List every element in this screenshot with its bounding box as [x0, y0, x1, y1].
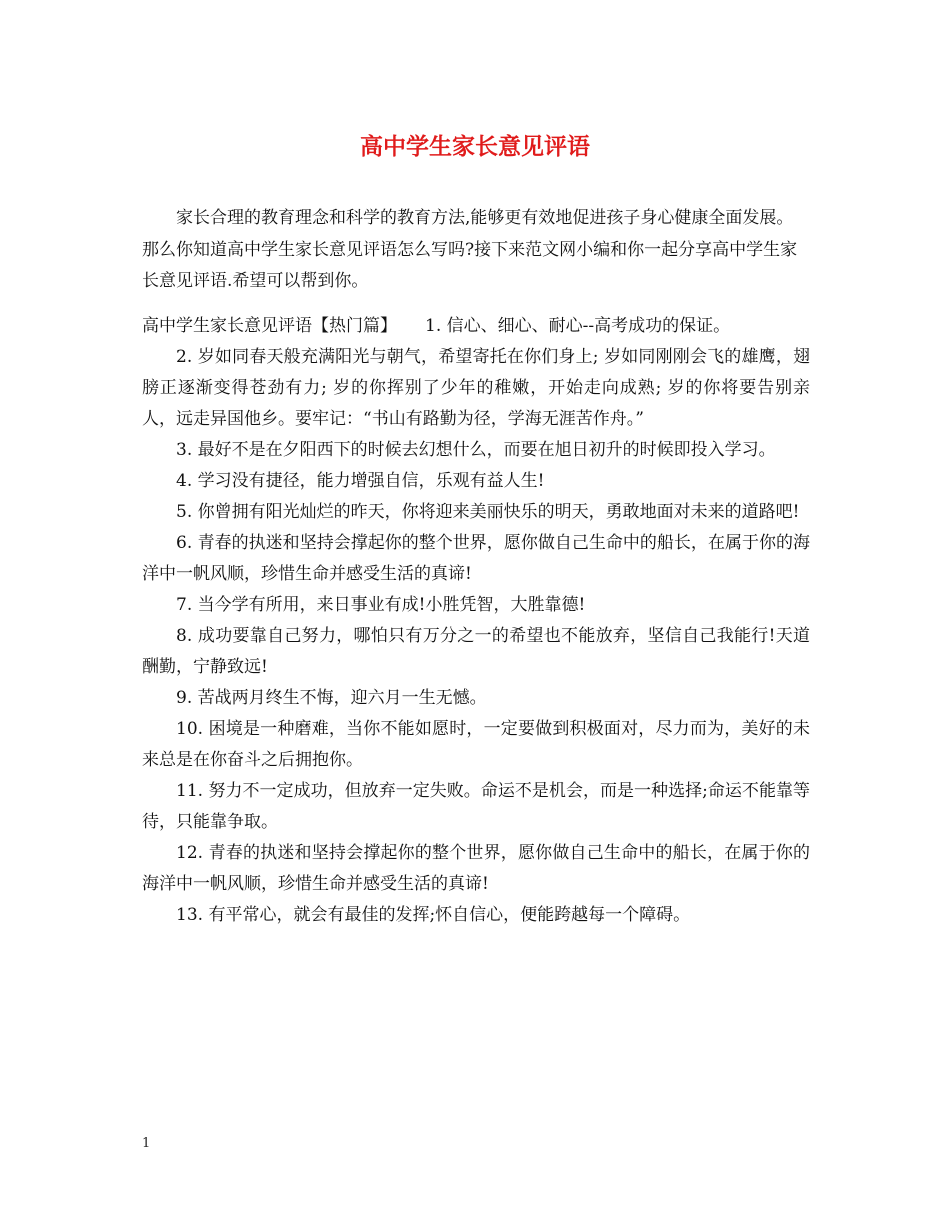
list-item: 3. 最好不是在夕阳西下的时候去幻想什么，而要在旭日初升的时候即投入学习。 [176, 440, 776, 460]
list-item: 10. 困境是一种磨难，当你不能如愿时，一定要做到积极面对，尽力而为，美好的未来总是在你奋斗之后拥抱你。 [142, 719, 810, 770]
list-item: 2. 岁如同春天般充满阳光与朝气，希望寄托在你们身上; 岁如同刚刚会飞的雄鹰，翅膀正逐渐变得苍劲有力; 岁的你挥别了少年的稚嫩，开始走向成熟; 岁的你将要告别亲人，远走异国他乡。要牢记：“书山有路勤为径，学海无涯苦作舟。” [142, 347, 810, 429]
comment-list [142, 342, 810, 931]
section-heading-line [142, 311, 810, 342]
list-item: 7. 当今学有所用，来日事业有成!小胜凭智，大胜靠德! [176, 595, 586, 615]
list-item: 11. 努力不一定成功，但放弃一定失败。命运不是机会，而是一种选择;命运不能靠等待，只能靠争取。 [142, 781, 810, 832]
list-item: 13. 有平常心，就会有最佳的发挥;怀自信心，便能跨越每一个障碍。 [176, 905, 691, 925]
section-heading: 高中学生家长意见评语【热门篇】 [142, 316, 397, 336]
page-title: 高中学生家长意见评语 [360, 133, 590, 160]
list-item: 8. 成功要靠自己努力，哪怕只有万分之一的希望也不能放弃，坚信自己我能行!天道酬勤，宁静致远! [142, 626, 810, 677]
list-item: 6. 青春的执迷和坚持会撑起你的整个世界，愿你做自己生命中的船长，在属于你的海洋中一帆风顺，珍惜生命并感受生活的真谛! [142, 533, 810, 584]
list-item: 9. 苦战两月终生不悔，迎六月一生无憾。 [176, 688, 487, 708]
intro-paragraph: 家长合理的教育理念和科学的教育方法,能够更有效地促进孩子身心健康全面发展。那么你知道高中学生家长意见评语怎么写吗?接下来范文网小编和你一起分享高中学生家长意见评语.希望可以帮到你。 [142, 208, 798, 291]
list-item: 5. 你曾拥有阳光灿烂的昨天，你将迎来美丽快乐的明天，勇敢地面对未来的道路吧! [176, 502, 800, 522]
list-item: 12. 青春的执迷和坚持会撑起你的整个世界，愿你做自己生命中的船长，在属于你的海洋中一帆风顺，珍惜生命并感受生活的真谛! [142, 843, 810, 894]
list-item: 4. 学习没有捷径，能力增强自信，乐观有益人生! [176, 471, 545, 491]
page-number: 1 [142, 1136, 151, 1151]
list-item: 1. 信心、细心、耐心--高考成功的保证。 [425, 316, 731, 336]
